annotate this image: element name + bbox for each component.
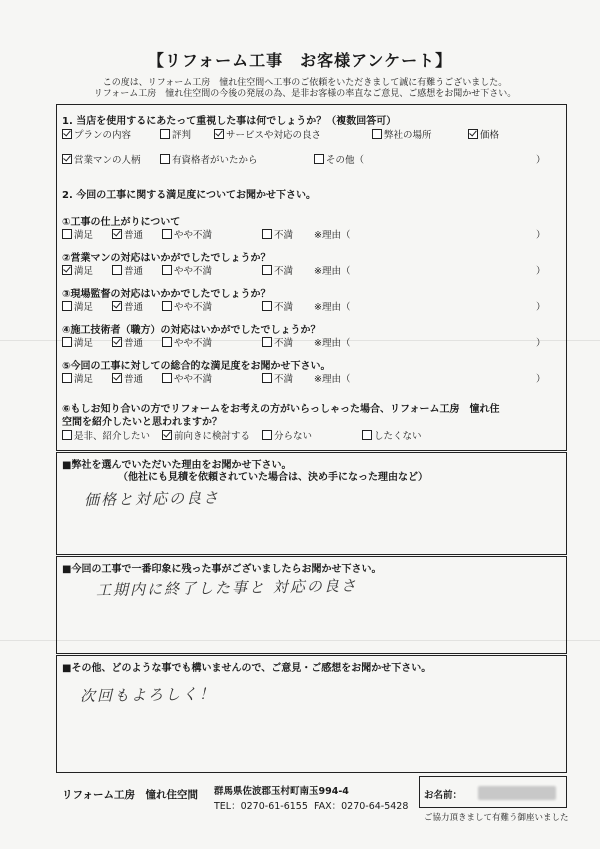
option-label: 価格 bbox=[480, 130, 500, 141]
checkbox[interactable] bbox=[214, 129, 224, 139]
q2-scale-option[interactable] bbox=[262, 335, 293, 349]
q1-option[interactable] bbox=[62, 152, 141, 166]
q2-heading: 2. 今回の工事に関する満足度についてお聞かせ下さい。 bbox=[62, 190, 317, 201]
checkbox[interactable] bbox=[262, 337, 272, 347]
q2-scale-option[interactable] bbox=[112, 335, 143, 349]
option-label: 普通 bbox=[124, 374, 144, 385]
option-label: やや不満 bbox=[174, 338, 213, 349]
option-label: プランの内容 bbox=[74, 130, 132, 141]
checkbox[interactable] bbox=[468, 129, 478, 139]
comments-label: ■その他、どのような事でも構いませんので、ご意見・ご感想をお聞かせ下さい。 bbox=[62, 663, 432, 674]
q2-item-question: ②営業マンの対応はいかがでしたでしょうか？ bbox=[62, 253, 271, 264]
option-label: やや不満 bbox=[174, 266, 213, 277]
q2-scale-option[interactable] bbox=[162, 371, 212, 385]
option-label: 是非、紹介したい bbox=[74, 431, 151, 442]
q1-option[interactable] bbox=[372, 127, 432, 141]
checkbox[interactable] bbox=[162, 301, 172, 311]
checkbox[interactable] bbox=[62, 301, 72, 311]
q2-scale-option[interactable] bbox=[112, 227, 143, 241]
footer-company: リフォーム工房 憧れ住空間 bbox=[62, 789, 198, 801]
reason-label: ※理由（ bbox=[314, 266, 351, 277]
option-label: 不満 bbox=[274, 338, 294, 349]
close-paren: ） bbox=[536, 302, 546, 313]
checkbox[interactable] bbox=[162, 430, 172, 440]
q2-scale-option[interactable] bbox=[112, 263, 143, 277]
page-title: 【リフォーム工事 お客様アンケート】 bbox=[147, 51, 453, 70]
q2-scale-option[interactable] bbox=[62, 335, 93, 349]
option-label: したくない bbox=[374, 431, 422, 442]
q3-option[interactable] bbox=[362, 428, 422, 442]
option-label: 分らない bbox=[274, 431, 313, 442]
reason-sublabel: （他社にも見積を依頼されていた場合は、決め手になった理由など） bbox=[118, 472, 428, 483]
q1-option[interactable] bbox=[468, 127, 499, 141]
q1-heading: 1. 当店を使用するにあたって重視した事は何でしょうか？（複数回答可） bbox=[62, 116, 397, 127]
q2-scale-option[interactable] bbox=[162, 299, 212, 313]
q2-scale-option[interactable] bbox=[62, 371, 93, 385]
option-label: 前向きに検討する bbox=[174, 431, 251, 442]
checkbox[interactable] bbox=[62, 265, 72, 275]
q2-scale-option[interactable] bbox=[262, 371, 293, 385]
redacted-name bbox=[478, 786, 556, 800]
option-label: 営業マンの人柄 bbox=[74, 155, 141, 166]
q1-option[interactable] bbox=[160, 152, 258, 166]
q2-scale-option[interactable] bbox=[112, 371, 143, 385]
option-label: やや不満 bbox=[174, 374, 213, 385]
q1-option[interactable] bbox=[160, 127, 191, 141]
footer-address: 群馬県佐波郡玉村町南玉994-4 bbox=[214, 786, 349, 797]
option-label: 不満 bbox=[274, 374, 294, 385]
checkbox[interactable] bbox=[262, 301, 272, 311]
intro-line: この度は、リフォーム工房 憧れ住空間へ工事のご依頼をいただきまして誠に有難うございました。 bbox=[102, 78, 508, 88]
q1-option[interactable] bbox=[314, 152, 364, 166]
option-label: やや不満 bbox=[174, 230, 213, 241]
reason-label: ※理由（ bbox=[314, 338, 351, 349]
checkbox[interactable] bbox=[112, 229, 122, 239]
q3-option[interactable] bbox=[262, 428, 312, 442]
option-label: 不満 bbox=[274, 302, 294, 313]
option-label: 満足 bbox=[74, 338, 94, 349]
option-label: 普通 bbox=[124, 266, 144, 277]
checkbox[interactable] bbox=[160, 129, 170, 139]
close-paren: ） bbox=[536, 338, 546, 349]
option-label: 普通 bbox=[124, 338, 144, 349]
checkbox[interactable] bbox=[314, 154, 324, 164]
close-paren: ） bbox=[536, 155, 546, 166]
option-label: やや不満 bbox=[174, 302, 213, 313]
checkbox[interactable] bbox=[62, 229, 72, 239]
checkbox[interactable] bbox=[162, 265, 172, 275]
q2-scale-option[interactable] bbox=[262, 299, 293, 313]
option-label: その他（ bbox=[326, 155, 365, 166]
q3-option[interactable] bbox=[62, 428, 150, 442]
option-label: 満足 bbox=[74, 230, 94, 241]
checkbox[interactable] bbox=[112, 337, 122, 347]
q2-scale-option[interactable] bbox=[62, 263, 93, 277]
q2-scale-option[interactable] bbox=[162, 263, 212, 277]
reason-label: ※理由（ bbox=[314, 230, 351, 241]
reason-label: ※理由（ bbox=[314, 374, 351, 385]
checkbox[interactable] bbox=[62, 373, 72, 383]
checkbox[interactable] bbox=[62, 430, 72, 440]
checkbox[interactable] bbox=[112, 373, 122, 383]
checkbox[interactable] bbox=[372, 129, 382, 139]
q2-scale-option[interactable] bbox=[162, 335, 212, 349]
option-label: 不満 bbox=[274, 266, 294, 277]
reason-answer: 価格と対応の良さ bbox=[83, 488, 221, 510]
checkbox[interactable] bbox=[262, 430, 272, 440]
close-paren: ） bbox=[536, 266, 546, 277]
impression-answer: 工期内に終了した事と 対応の良さ bbox=[95, 576, 358, 600]
footer-thanks: ご協力頂きまして有難う御座いました bbox=[424, 813, 569, 823]
q2-item-question: ③現場監督の対応はいかかでしたでしょうか？ bbox=[62, 289, 271, 300]
checkbox[interactable] bbox=[362, 430, 372, 440]
q2-item-question: ⑤今回の工事に対しての総合的な満足度をお聞かせ下さい。 bbox=[62, 361, 331, 372]
option-label: 満足 bbox=[74, 266, 94, 277]
reason-label: ※理由（ bbox=[314, 302, 351, 313]
checkbox[interactable] bbox=[262, 265, 272, 275]
q2-scale-option[interactable] bbox=[62, 227, 93, 241]
option-label: 普通 bbox=[124, 230, 144, 241]
checkbox[interactable] bbox=[162, 337, 172, 347]
checkbox[interactable] bbox=[262, 373, 272, 383]
checkbox[interactable] bbox=[62, 154, 72, 164]
checkbox[interactable] bbox=[160, 154, 170, 164]
q3-option[interactable] bbox=[162, 428, 250, 442]
option-label: 普通 bbox=[124, 302, 144, 313]
q1-option[interactable] bbox=[62, 127, 131, 141]
checkbox[interactable] bbox=[62, 337, 72, 347]
checkbox[interactable] bbox=[112, 301, 122, 311]
q2-scale-option[interactable] bbox=[112, 299, 143, 313]
option-label: 弊社の場所 bbox=[384, 130, 432, 141]
close-paren: ） bbox=[536, 230, 546, 241]
reason-label: ■弊社を選んでいただいた理由をお聞かせ下さい。 bbox=[62, 460, 292, 471]
option-label: 評判 bbox=[172, 130, 192, 141]
option-label: サービスや対応の良さ bbox=[226, 130, 322, 141]
q1-option[interactable] bbox=[214, 127, 321, 141]
q2-item-question: ④施工技術者（職方）の対応はいかがでしたでしょうか？ bbox=[62, 325, 321, 336]
footer-fax: FAX：0270-64-5428 bbox=[314, 801, 409, 812]
option-label: 満足 bbox=[74, 374, 94, 385]
checkbox[interactable] bbox=[112, 265, 122, 275]
q2-scale-option[interactable] bbox=[62, 299, 93, 313]
name-label: お名前： bbox=[424, 790, 463, 801]
checkbox[interactable] bbox=[162, 229, 172, 239]
q2-scale-option[interactable] bbox=[262, 227, 293, 241]
q3-heading-line2: 空間を紹介したいと思われますか？ bbox=[62, 417, 222, 428]
checkbox[interactable] bbox=[162, 373, 172, 383]
q2-item-question: ①工事の仕上がりについて bbox=[62, 217, 181, 228]
option-label: 満足 bbox=[74, 302, 94, 313]
checkbox[interactable] bbox=[62, 129, 72, 139]
q2-scale-option[interactable] bbox=[262, 263, 293, 277]
checkbox[interactable] bbox=[262, 229, 272, 239]
option-label: 不満 bbox=[274, 230, 294, 241]
impression-label: ■今回の工事で一番印象に残った事がございましたらお聞かせ下さい。 bbox=[62, 564, 382, 575]
option-label: 有資格者がいたから bbox=[172, 155, 258, 166]
intro-line: リフォーム工房 憧れ住空間の今後の発展の為、是非お客様の率直なご意見、ご感想をお聞かせ下さい。 bbox=[93, 89, 517, 99]
footer-tel: TEL：0270-61-6155 bbox=[214, 801, 308, 812]
q3-heading-line1: ⑥もしお知り合いの方でリフォームをお考えの方がいらっしゃった場合、リフォーム工房 憧れ住 bbox=[62, 404, 500, 415]
close-paren: ） bbox=[536, 374, 546, 385]
comments-answer: 次回もよろしく！ bbox=[79, 684, 217, 706]
q2-scale-option[interactable] bbox=[162, 227, 212, 241]
